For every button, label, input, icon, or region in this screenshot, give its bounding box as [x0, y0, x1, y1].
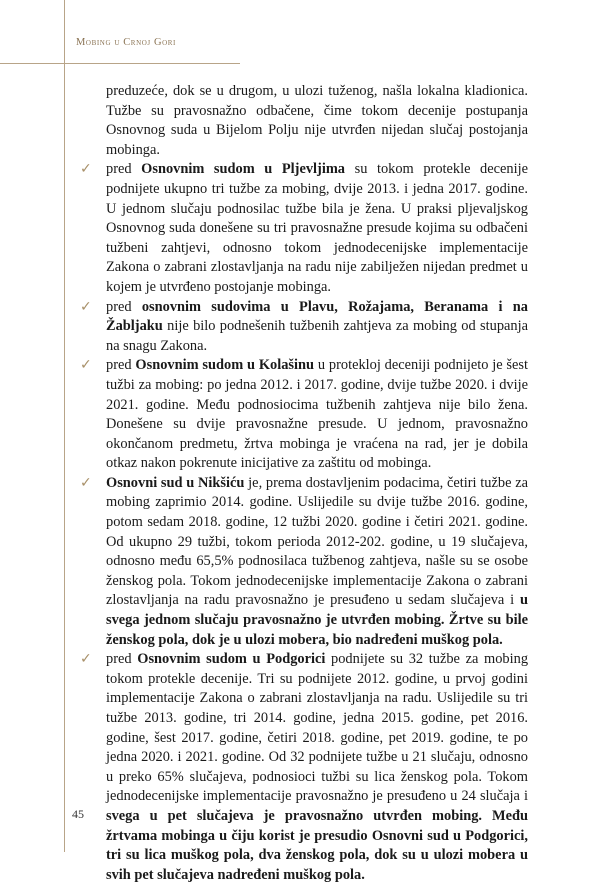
court-list-item [80, 474, 528, 650]
court-name: Osnovnim sudom u Pljevljima [141, 161, 346, 178]
item-emphasis: u svega jednom slučaju pravosnažno je utvrđen mobing. Žrtve su bile ženskog pola, dok je u ulozi mobera, bio nadređeni muškog pola. [106, 592, 528, 648]
margin-rule-vertical [64, 0, 65, 852]
item-prefix: pred [106, 651, 138, 668]
court-list-item [80, 160, 528, 297]
item-text: podnijete su 32 tužbe za mobing tokom protekle decenije. Tri su podnijete 2012. godine, u prvoj godini implementacije Zakona o zabrani zlostavljanja na radu. Uslijedile su tri tužbe 2013. godine, tri 2014. godine, jedna 2015. godine, pet 2016. godine, šest 2017. godine, četiri 2018. godine, pet 2019. godine, te po jedna 2020. i 2021. godine. Od 32 podnijete tužbe u 21 slučaju, odnosno u preko 65% slučajeva, podnosioci tužbi su lica ženskog pola. Tokom jednodecenijske implementacije pravosnažno je presuđeno u 24 slučaja i [106, 651, 529, 805]
checkmark-icon: ✓ [80, 651, 92, 668]
checkmark-icon: ✓ [80, 357, 92, 374]
court-name: osnovnim sudovima u Plavu, Rožajama, Beranama i na Žabljaku [106, 298, 528, 335]
checkmark-icon: ✓ [80, 474, 92, 491]
item-text: su tokom protekle decenije podnijete ukupno tri tužbe za mobing, dvije 2013. i jedna 2017. godine. U jednom slučaju podnosilac tužbe bila je žena. U praksi pljevaljskog Osnovnog suda donešene su tri pravosnažne presude kojima su odbačeni tužbeni zahtjevi, odnosno tokom jednodecenijske implementacije Zakona o zabrani zlostavljanja na radu nije zabilježen nijedan predmet u kojem je utvrđeno postojanje mobinga. [106, 161, 528, 295]
item-prefix: pred [106, 298, 142, 315]
checkmark-icon: ✓ [80, 161, 92, 178]
court-list-item [80, 650, 528, 885]
court-name: Osnovni sud u Nikšiću [106, 474, 245, 491]
court-list [80, 160, 528, 885]
item-text: je, prema dostavljenim podacima, četiri tužbe za mobing zaprimio 2014. godine. Uslijedile su dvije tužbe 2016. godine, potom sedam 2018. godine, 12 tužbi 2020. godine i četiri 2021. godine. Od ukupno 29 tužbi, tokom perioda 2012-202. godine, u 19 slučajeva, odnosno među 65,5% podnosilaca tužbenog zahtjeva, našle su se osobe ženskog pola. Tokom jednodecenijske implementacije Zakona o zabrani zlostavljanja na radu pravosnažno je presuđeno u sedam slučajeva i [106, 474, 528, 609]
item-text: nije bilo podnešenih tužbenih zahtjeva za mobing od stupanja na snagu Zakona. [106, 318, 528, 354]
item-prefix: pred [106, 357, 136, 374]
header-rule-horizontal [0, 63, 240, 64]
checkmark-icon: ✓ [80, 298, 92, 315]
page-body [80, 82, 528, 885]
page-number: 45 [72, 807, 84, 821]
court-name: Osnovnim sudom u Podgorici [137, 651, 326, 668]
item-prefix: pred [106, 161, 142, 178]
court-list-item [80, 356, 528, 474]
running-head: Mobing u Crnoj Gori [76, 37, 176, 48]
intro-paragraph: preduzeće, dok se u drugom, u ulozi tuženog, našla lokalna kladionica. Tužbe su pravosnažno odbačene, čime tokom decenije postupanja Osnovnog suda u Bijelom Polju nije utvrđen nijedan slučaj postojanja mobinga. [106, 83, 528, 158]
item-text: u proteklој deceniji podnijeto je šest tužbi za mobing: po jedna 2012. i 2017. godine, dvije tužbe 2020. i dvije 2021. godine. Među podnosiocima tužbenih zahtjeva nije bilo žena. Donešene su dvije pravosnažne presude. U jednom, pravosnažno okončanom predmetu, žrtva mobinga je vraćena na rad, jer je dobila otkaz nakon pokrenute inicijative za zaštitu od mobinga. [106, 357, 529, 472]
court-name: Osnovnim sudom u Kolašinu [135, 357, 315, 374]
item-emphasis: svega u pet slučajeva je pravosnažno utvrđen mobing. Među žrtvama mobinga u čiju korist je presudio Osnovni sud u Podgorici, tri su lica muškog pola, dva ženskog pola, dok su u ulozi mobera u svih pet slučajeva nadređeni muškog pola. [106, 807, 528, 883]
court-list-item [80, 298, 528, 357]
